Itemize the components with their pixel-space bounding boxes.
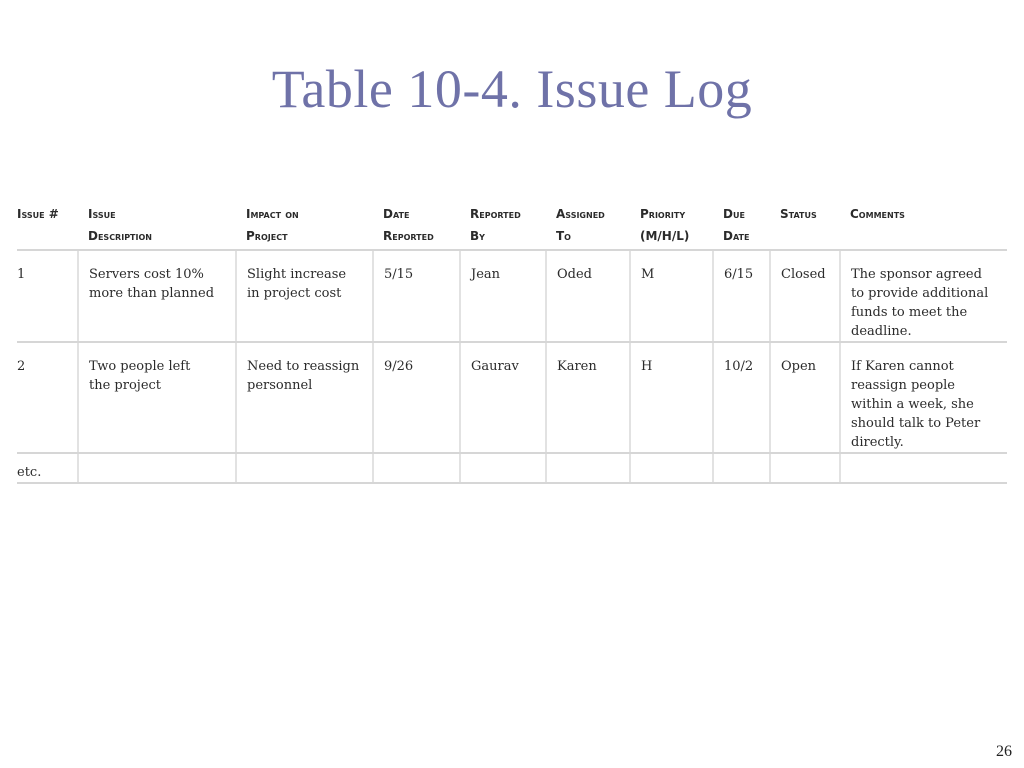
- cell-due-date: 10/2: [713, 342, 770, 453]
- cell-impact: Need to reassign personnel: [236, 342, 373, 453]
- cell-status: Closed: [770, 250, 840, 342]
- cell-comments: [840, 453, 1007, 483]
- cell-status: [770, 453, 840, 483]
- cell-assigned-to: Karen: [546, 342, 630, 453]
- cell-comments: If Karen cannot reassign people within a week, she should talk to Peter directly.: [840, 342, 1007, 453]
- cell-reported-by: Jean: [460, 250, 546, 342]
- cell-assigned-to: [546, 453, 630, 483]
- cell-impact: [236, 453, 373, 483]
- header-status: Status: [770, 197, 840, 250]
- header-impact-on-project: Impact on Project: [236, 197, 373, 250]
- header-issue-number: Issue #: [17, 197, 78, 250]
- cell-description: [78, 453, 236, 483]
- header-comments: Comments: [840, 197, 1007, 250]
- cell-description: Two people left the project: [78, 342, 236, 453]
- slide-title: Table 10-4. Issue Log: [271, 59, 753, 119]
- header-reported-by: Reported By: [460, 197, 546, 250]
- issue-log-table: [17, 197, 1007, 484]
- cell-priority: [630, 453, 713, 483]
- table-row: [17, 453, 1007, 483]
- header-date-reported: Date Reported: [373, 197, 460, 250]
- cell-date-reported: 5/15: [373, 250, 460, 342]
- cell-issue-number: 2: [17, 342, 78, 453]
- header-issue-description: Issue Description: [78, 197, 236, 250]
- cell-description: Servers cost 10% more than planned: [78, 250, 236, 342]
- cell-comments: The sponsor agreed to provide additional funds to meet the deadline.: [840, 250, 1007, 342]
- page-number: 26: [996, 743, 1012, 760]
- cell-status: Open: [770, 342, 840, 453]
- cell-issue-number: 1: [17, 250, 78, 342]
- cell-priority: M: [630, 250, 713, 342]
- cell-priority: H: [630, 342, 713, 453]
- table-row: [17, 250, 1007, 342]
- cell-assigned-to: Oded: [546, 250, 630, 342]
- cell-issue-number: etc.: [17, 453, 78, 483]
- cell-impact: Slight increase in project cost: [236, 250, 373, 342]
- header-assigned-to: Assigned To: [546, 197, 630, 250]
- cell-due-date: [713, 453, 770, 483]
- cell-reported-by: [460, 453, 546, 483]
- table-header-row: [17, 197, 1007, 250]
- cell-reported-by: Gaurav: [460, 342, 546, 453]
- table-row: [17, 342, 1007, 453]
- cell-date-reported: 9/26: [373, 342, 460, 453]
- cell-date-reported: [373, 453, 460, 483]
- header-due-date: Due Date: [713, 197, 770, 250]
- cell-due-date: 6/15: [713, 250, 770, 342]
- header-priority: Priority (M/H/L): [630, 197, 713, 250]
